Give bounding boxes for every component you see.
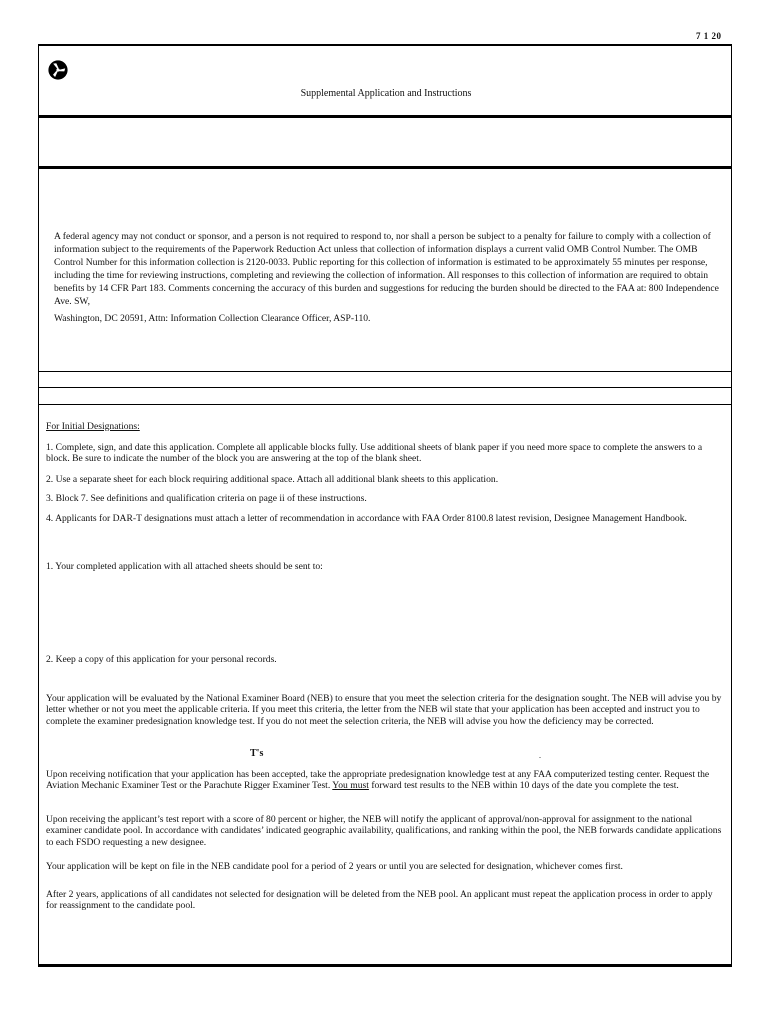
form-number: 7 1 20 bbox=[696, 31, 722, 41]
paragraph: Upon receiving the applicant’s test report with a score of 80 percent or higher, the NEB will notify the applicant of approval/non-approval for assignment to the national examiner candidate pool. In accordance with candidates’ indicated geographic availability, qualifications, and ranking within the pool, the NEB forwards candidate applications to each FSDO requesting a new designee. bbox=[46, 814, 722, 848]
instruction-item-4 bbox=[46, 513, 722, 524]
section-divider bbox=[39, 166, 732, 169]
section-heading: For Initial Designations: bbox=[46, 421, 140, 432]
paragraph bbox=[46, 769, 722, 792]
thin-divider bbox=[39, 387, 732, 388]
dot-mark: . bbox=[539, 751, 541, 760]
closing-paragraph-1 bbox=[46, 814, 722, 848]
paragraph: Your application will be evaluated by the National Examiner Board (NEB) to ensure that you meet the selection criteria for the designation sought. The NEB will advise you by letter whether or not you meet the applicable criteria. If you meet this criteria, the letter from the NEB wil state that your application has been accepted and instruct you to complete the examiner predesignation knowledge test. If you do not meet the selection criteria, the NEB will advise you how the deficiency may be corrected. bbox=[46, 693, 722, 727]
instruction-item-2 bbox=[46, 474, 722, 485]
paragraph: Your application will be kept on file in the NEB candidate pool for a period of 2 years or until you are selected for designation, whichever comes first. bbox=[46, 861, 623, 872]
header-divider bbox=[39, 115, 732, 118]
list-item: 1. Your completed application with all attached sheets should be sent to: bbox=[46, 561, 323, 572]
list-item: 3. Block 7. See definitions and qualification criteria on page ii of these instructions. bbox=[46, 493, 367, 504]
initial-designations-heading bbox=[46, 421, 722, 432]
paperwork-notice-text: A federal agency may not conduct or sponsor, and a person is not required to respond to, nor shall a person be subject to a penalty for failure to comply with a collection of information subject to the requirements of the Paperwork Reduction Act unless that collection of information displays a current valid OMB Control Number. The OMB Control Number for this information collection is 2120-0033. Public reporting for this collection of information is estimated to be approximately 55 minutes per response, including the time for reviewing instructions, completing and reviewing the collection of information. All responses to this collection of information are required to obtain benefits by 14 CFR Part 183. Comments concerning the accuracy of this burden and suggestions for reducing the burden should be directed to the FAA at: 800 Independence Ave. SW, bbox=[54, 231, 719, 307]
faa-logo-icon bbox=[48, 60, 68, 80]
instruction-item-3 bbox=[46, 493, 722, 504]
mailing-item-1 bbox=[46, 561, 722, 572]
list-item: 4. Applicants for DAR-T designations must attach a letter of recommendation in accordance with FAA Order 8100.8 latest revision, Designee Management Handbook. bbox=[46, 513, 687, 524]
list-item: 2. Keep a copy of this application for your personal records. bbox=[46, 654, 277, 665]
paperwork-notice-address: Washington, DC 20591, Attn: Information Collection Clearance Officer, ASP-110. bbox=[54, 313, 371, 324]
tmark-text: T's bbox=[250, 748, 264, 759]
test-paragraph-text: Upon receiving notification that your application has been accepted, take the appropriate predesignation knowledge test at any FAA computerized testing center. Request the Aviation Mechanic Examiner Test or the Parachute Rigger Examiner Test. bbox=[46, 769, 710, 792]
instruction-item-1 bbox=[46, 442, 722, 465]
list-item: 2. Use a separate sheet for each block requiring additional space. Attach all additional blank sheets to this application. bbox=[46, 474, 499, 485]
mailing-item-2 bbox=[46, 654, 722, 665]
page-title: Supplemental Application and Instructions bbox=[300, 88, 472, 99]
test-paragraph bbox=[46, 769, 722, 792]
thin-divider bbox=[39, 371, 732, 372]
paragraph: After 2 years, applications of all candidates not selected for designation will be deleted from the NEB pool. An applicant must repeat the application process in order to apply for reassignment to the candidate pool. bbox=[46, 889, 713, 912]
evaluation-paragraph bbox=[46, 693, 722, 727]
thin-divider bbox=[39, 404, 732, 405]
paperwork-notice bbox=[54, 230, 719, 325]
closing-paragraph-2 bbox=[46, 861, 722, 872]
list-item: 1. Complete, sign, and date this application. Complete all applicable blocks fully. Use additional sheets of blank paper if you need more space to complete the answers to a block. Be sure to indicate the number of the block you are answering at the top of the blank sheet. bbox=[46, 442, 703, 465]
test-paragraph-text-end: forward test results to the NEB within 10 days of the date you complete the test. bbox=[368, 780, 679, 792]
closing-paragraph-3 bbox=[46, 889, 722, 912]
test-paragraph-emphasis: You must bbox=[332, 780, 369, 792]
